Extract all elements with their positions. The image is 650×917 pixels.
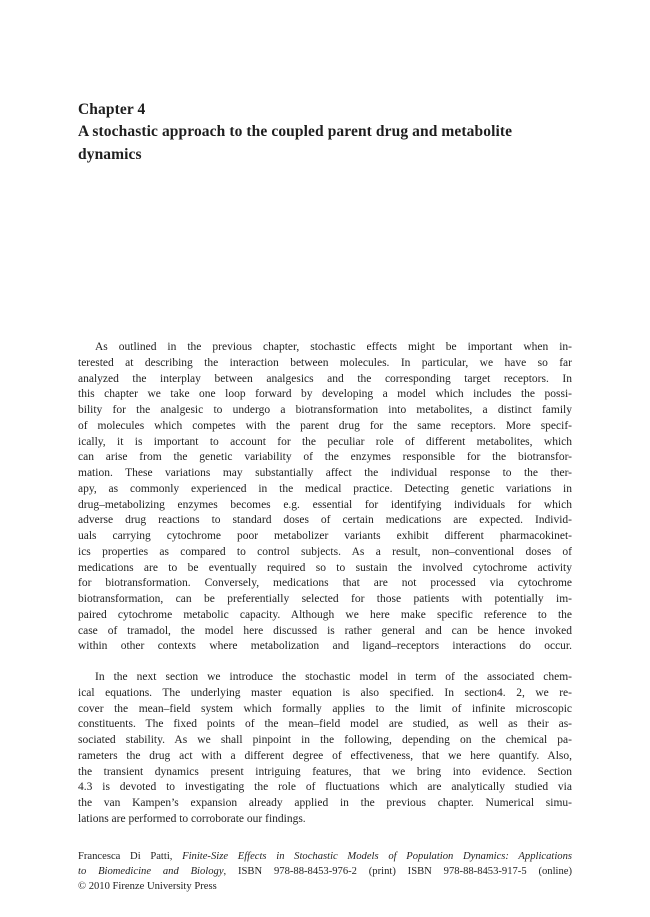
- text-line: for biotransformation. Conversely, medications that are not processed via cytochrome: [78, 577, 572, 590]
- imprint-line-2: [78, 864, 572, 879]
- body-text: [78, 340, 572, 828]
- text-line: bility for the analgesic to undergo a biotransformation into metabolites, a distinct family: [78, 404, 572, 416]
- chapter-title-line1: A stochastic approach to the coupled parent drug and metabolite: [78, 123, 513, 141]
- isbn-info: , ISBN 978-88-8453-976-2 (print) ISBN 978-88-8453-917-5 (online): [223, 866, 572, 878]
- text-line: adverse drug reactions to standard doses of certain medications are expected. Individ-: [78, 514, 572, 527]
- text-line: mation. These variations may substantially affect the individual response to the ther-: [78, 467, 572, 479]
- author-name: Francesca Di Patti,: [78, 851, 183, 862]
- text-line: the transient dynamics present intriguing features, that we bring into evidence. Section: [78, 765, 572, 778]
- text-line: paired cytochrome metabolic capacity. Although we here make specific reference to the: [78, 608, 572, 621]
- copyright-text: © 2010 Firenze University Press: [78, 881, 217, 893]
- book-title-part1: Finite-Size Effects in Stochastic Models of Population Dynamics: Applications: [182, 851, 572, 862]
- text-line: cover the mean–field system which formally applies to the limit of infinite microscopic: [78, 702, 572, 715]
- text-line: terested at describing the interaction between molecules. In particular, we have so far: [78, 356, 572, 369]
- paragraph: [78, 340, 572, 655]
- text-line: biotransformation, can be preferentially selected for those patients with potentially im-: [78, 593, 572, 605]
- text-line: within other contexts where metabolization and ligand–receptors interactions do occur.: [78, 640, 572, 653]
- chapter-title-line2: dynamics: [78, 145, 142, 163]
- text-line: 4.3 is devoted to investigating the role of fluctuations which are analytically studied via: [78, 781, 572, 794]
- text-line: case of tramadol, the model here discussed is rather general and can be hence invoked: [78, 624, 572, 637]
- chapter-number: Chapter 4: [78, 101, 146, 118]
- text-line: As outlined in the previous chapter, stochastic effects might be important when in-: [95, 341, 572, 353]
- text-line: uals carrying cytochrome poor metabolizer variants exhibit different pharmacokinet-: [78, 530, 572, 542]
- text-line: ical equations. The underlying master equation is also specified. In section4. 2, we re-: [78, 686, 572, 699]
- text-line: of molecules which competes with the parent drug for the same receptors. More specif-: [78, 419, 572, 432]
- text-line: constituents. The fixed points of the mean–field model are studied, as well as their as-: [78, 718, 572, 731]
- text-line: the van Kampen’s expansion already applied in the previous chapter. Numerical simu-: [78, 797, 572, 809]
- chapter-heading: [78, 99, 618, 166]
- text-line: medications are to be eventually required so to sustain the involved cytochrome activity: [78, 561, 572, 574]
- imprint-line-1: [78, 849, 572, 864]
- text-line: this chapter we take one loop forward by developing a model which includes the possi-: [78, 388, 572, 401]
- text-line: In the next section we introduce the stochastic model in term of the associated chem-: [95, 671, 572, 683]
- imprint-footer: [78, 849, 572, 894]
- text-line: rameters the drug act with a different degree of effectiveness, that we here quantify. Also,: [78, 749, 572, 762]
- book-title-part2: to Biomedicine and Biology: [78, 866, 224, 878]
- text-line: can arise from the genetic variability of the enzymes responsible for the biotransfor-: [78, 451, 572, 464]
- text-line: apy, as commonly experienced in the medical practice. Detecting genetic variations in: [78, 482, 572, 495]
- text-line: ics properties as compared to control subjects. As a result, non–conventional doses of: [78, 545, 572, 558]
- copyright-line: [78, 879, 572, 894]
- text-line: drug–metabolizing enzymes becomes e.g. essential for identifying individuals for which: [78, 498, 572, 511]
- text-line: lations are performed to corroborate our findings.: [78, 812, 306, 825]
- paragraph: [78, 670, 572, 828]
- text-line: ically, it is important to account for the peculiar role of different metabolites, which: [78, 435, 572, 448]
- text-line: analyzed the interplay between analgesics and the corresponding target receptors. In: [78, 372, 572, 385]
- text-line: sociated stability. As we shall pinpoint in the following, depending on the chemical pa-: [78, 734, 572, 746]
